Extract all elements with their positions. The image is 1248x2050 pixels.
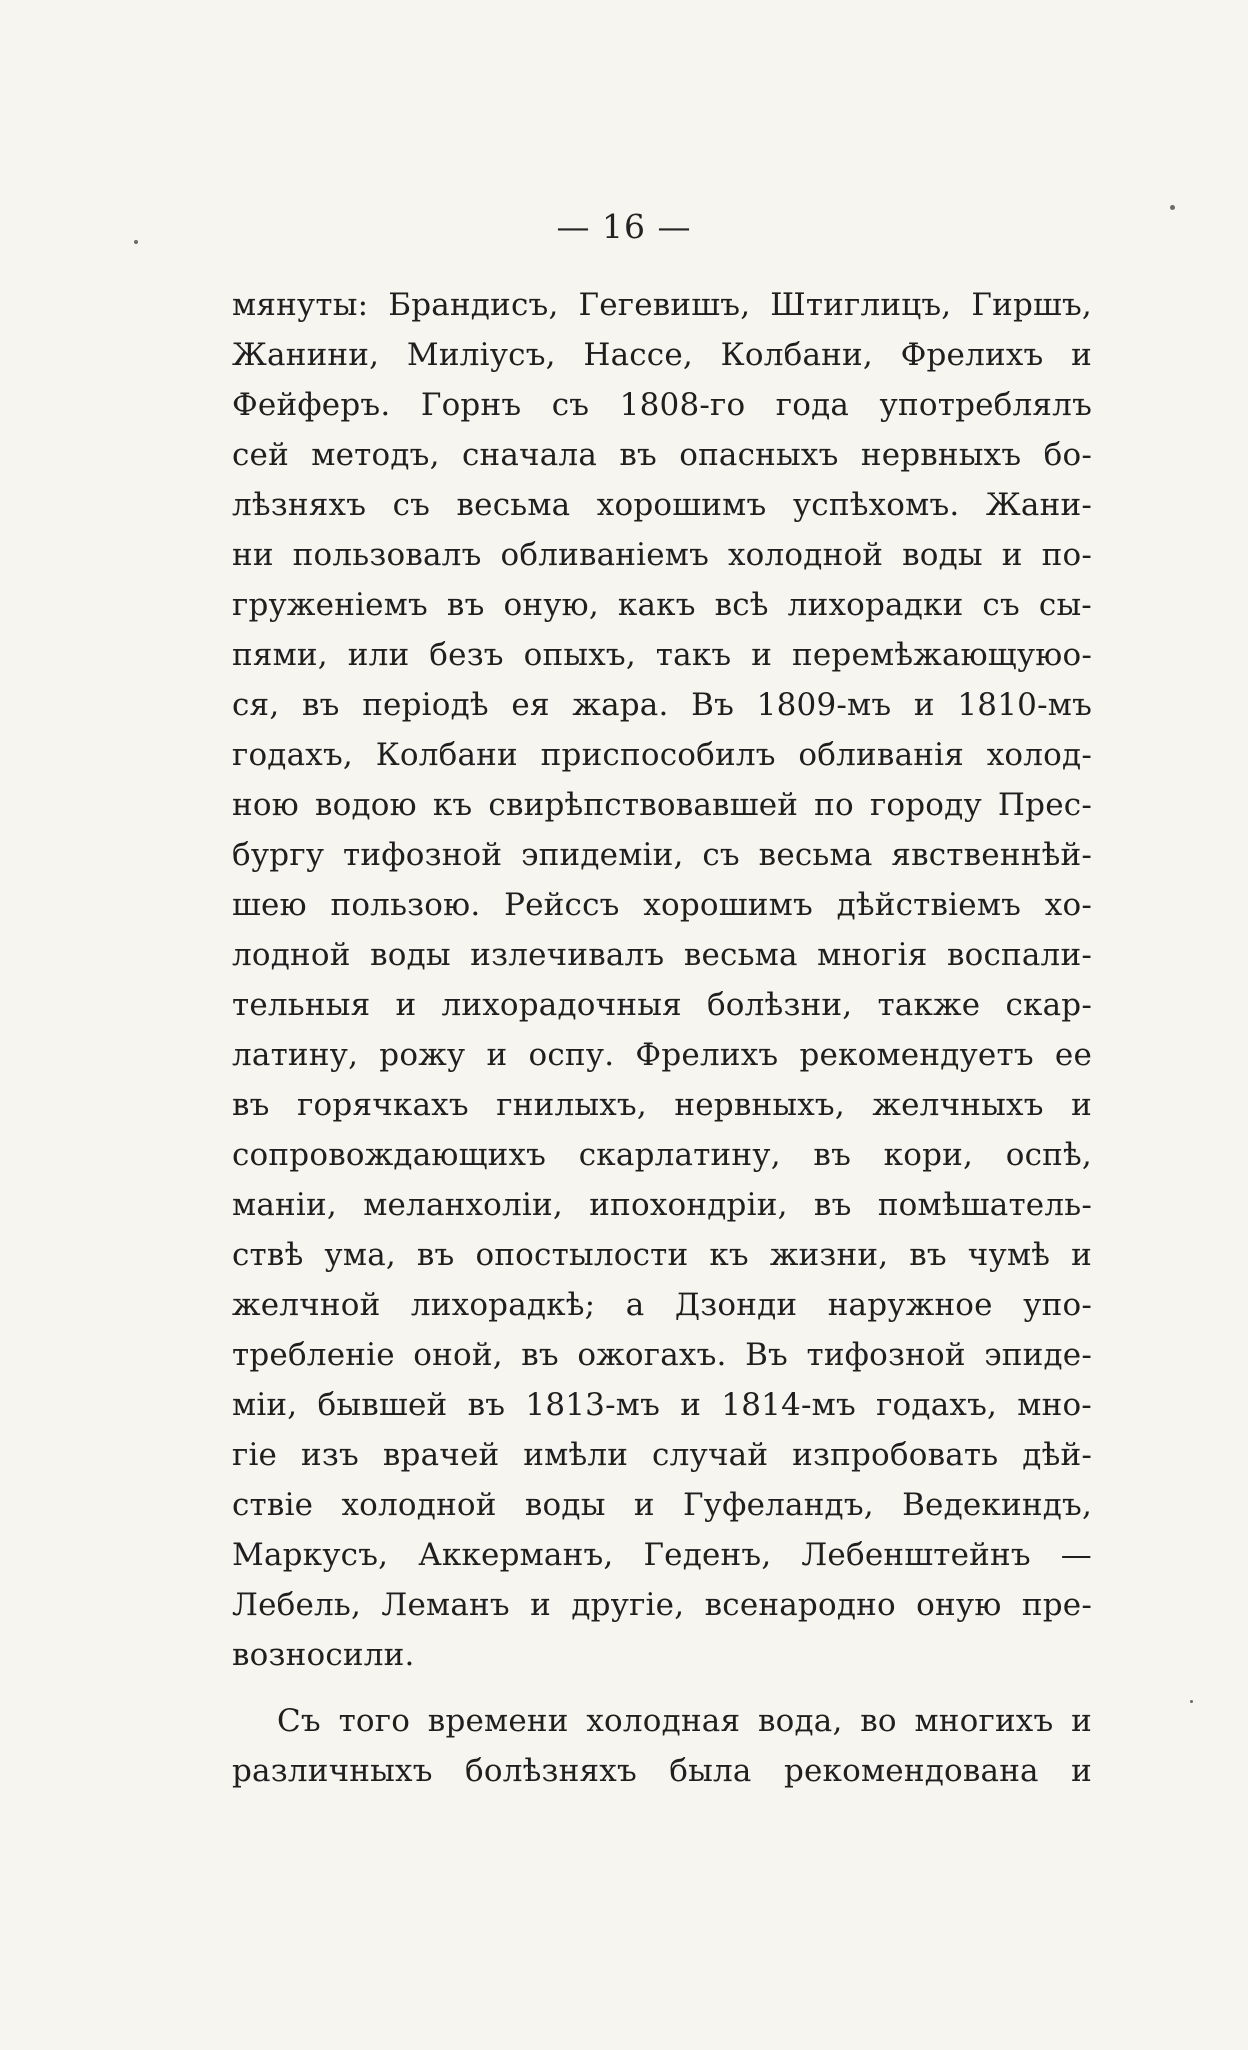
text-line: тельныя и лихорадочныя болѣзни, также скар- [232, 987, 1092, 1023]
text-line: маніи, меланхоліи, ипохондріи, въ помѣшатель- [232, 1187, 1092, 1223]
text-line: желчной лихорадкѣ; а Дзонди наружное упо- [232, 1287, 1092, 1323]
text-line: ствіе холодной воды и Гуфеландъ, Ведекиндъ, [232, 1487, 1092, 1523]
text-line: годахъ, Колбани приспособилъ обливанія холод- [232, 737, 1092, 773]
text-line: Маркусъ, Аккерманъ, Геденъ, Лебенштейнъ — [232, 1537, 1092, 1573]
text-line: сей методъ, сначала въ опасныхъ нервныхъ бо- [232, 437, 1092, 473]
text-line: Съ того времени холодная вода, во многихъ и [277, 1703, 1092, 1739]
text-line: ствѣ ума, въ опостылости къ жизни, въ чумѣ и [232, 1237, 1092, 1273]
text-line: латину, рожу и оспу. Фрелихъ рекомендуетъ ее [232, 1037, 1092, 1073]
text-line: возносили. [232, 1637, 415, 1673]
text-line: бургу тифозной эпидеміи, съ весьма явственнѣй- [232, 837, 1092, 873]
text-line: въ горячкахъ гнилыхъ, нервныхъ, желчныхъ и [232, 1087, 1092, 1123]
page-number: — 16 — [556, 207, 692, 246]
text-line: сопровождающихъ скарлатину, въ кори, оспѣ, [232, 1137, 1092, 1173]
text-line: міи, бывшей въ 1813-мъ и 1814-мъ годахъ, мно- [232, 1387, 1092, 1423]
paper-speck [134, 240, 138, 244]
text-line: пями, или безъ опыхъ, такъ и перемѣжающуюо- [232, 637, 1092, 673]
text-line: шею пользою. Рейссъ хорошимъ дѣйствіемъ хо- [232, 887, 1092, 923]
text-line: груженіемъ въ оную, какъ всѣ лихорадки съ сы- [232, 587, 1092, 623]
paragraph [232, 280, 1092, 1680]
paper-speck [1170, 205, 1175, 210]
text-line: различныхъ болѣзняхъ была рекомендована и [232, 1753, 1092, 1789]
paper-speck [1190, 1700, 1193, 1703]
text-line: Лебель, Леманъ и другіе, всенародно оную пре- [232, 1587, 1092, 1623]
paragraph-gap [232, 1680, 1092, 1696]
text-line: ною водою къ свирѣпствовавшей по городу Прес- [232, 787, 1092, 823]
text-line: требленіе оной, въ ожогахъ. Въ тифозной эпиде- [232, 1337, 1092, 1373]
text-line: ни пользовалъ обливаніемъ холодной воды и по- [232, 537, 1092, 573]
paragraph [232, 1696, 1092, 1796]
text-line: ся, въ періодѣ ея жара. Въ 1809-мъ и 1810-мъ [232, 687, 1092, 723]
text-line: Жанини, Миліусъ, Нассе, Колбани, Фрелихъ и [232, 337, 1092, 373]
text-line: лѣзняхъ съ весьма хорошимъ успѣхомъ. Жани- [232, 487, 1092, 523]
body-text [232, 280, 1092, 1796]
text-line: мянуты: Брандисъ, Гегевишъ, Штиглицъ, Гиршъ, [232, 287, 1092, 323]
text-line: Фейферъ. Горнъ съ 1808-го года употреблялъ [232, 387, 1092, 423]
text-line: гіе изъ врачей имѣли случай изпробовать дѣй- [232, 1437, 1092, 1473]
text-line: лодной воды излечивалъ весьма многія воспали- [232, 937, 1092, 973]
